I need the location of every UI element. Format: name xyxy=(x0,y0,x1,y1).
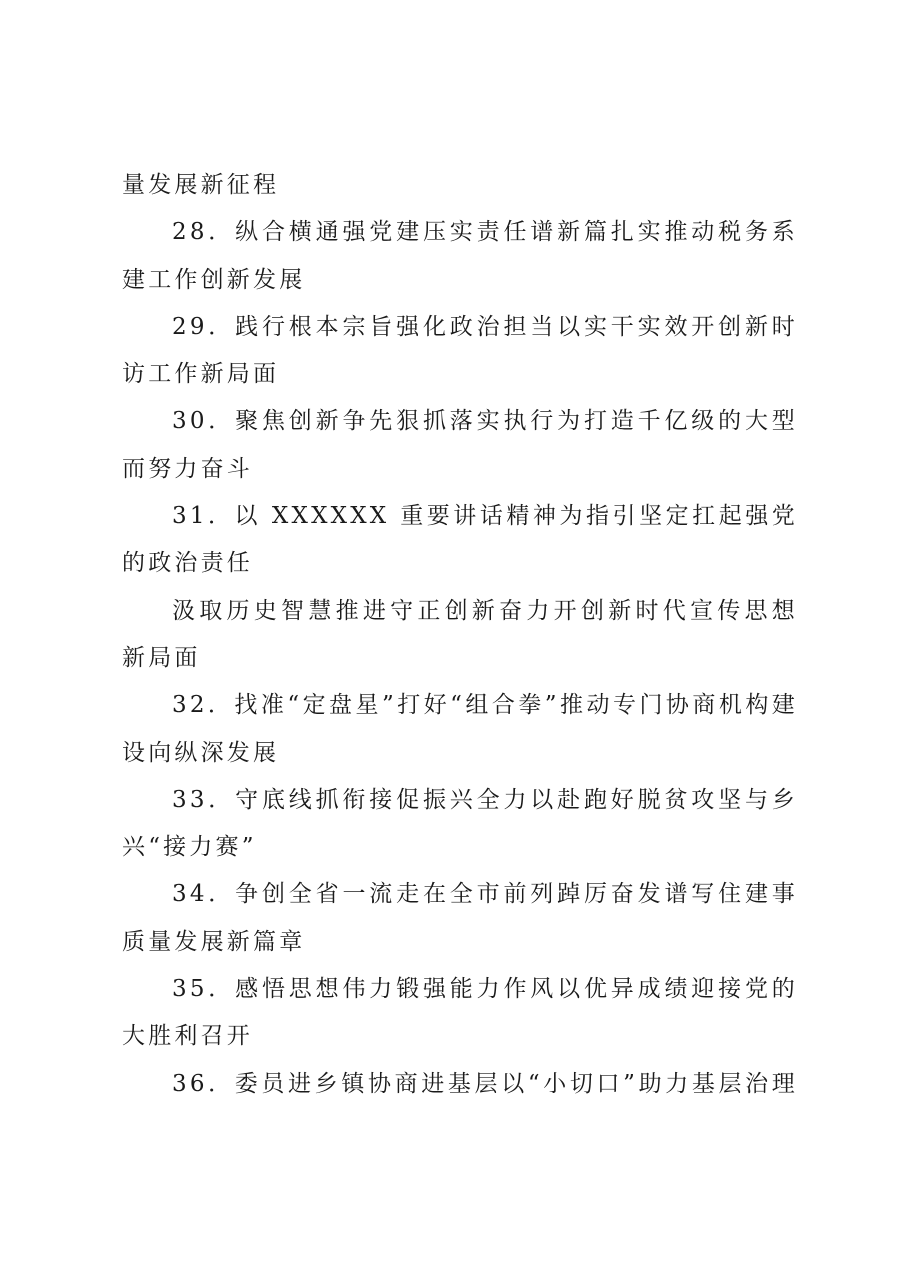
list-item-line: 31．以 XXXXXX 重要讲话精神为指引坚定扛起强党 xyxy=(172,503,798,530)
continuation-line: 质量发展新篇章 xyxy=(122,928,306,955)
list-item-line: 33．守底线抓衔接促振兴全力以赴跑好脱贫攻坚与乡 xyxy=(172,786,798,813)
list-item-line: 汲取历史智慧推进守正创新奋力开创新时代宣传思想 xyxy=(172,597,798,624)
document-body xyxy=(122,162,798,1108)
list-item-line: 34．争创全省一流走在全市前列踔厉奋发谱写住建事 xyxy=(172,881,798,908)
continuation-line: 量发展新征程 xyxy=(122,172,280,198)
list-item-line: 36．委员进乡镇协商进基层以“小切口”助力基层治理 xyxy=(172,1070,798,1097)
list-item-line: 35．感悟思想伟力锻强能力作风以优异成绩迎接党的 xyxy=(172,976,798,1003)
continuation-line: 访工作新局面 xyxy=(122,361,280,388)
continuation-line: 的政治责任 xyxy=(122,550,253,577)
continuation-line: 大胜利召开 xyxy=(122,1023,253,1050)
continuation-line: 兴“接力赛” xyxy=(122,834,257,861)
continuation-line: 而努力奋斗 xyxy=(122,455,253,482)
list-item-line: 28．纵合横通强党建压实责任谱新篇扎实推动税务系 xyxy=(172,219,798,246)
list-item-line: 32．找准“定盘星”打好“组合拳”推动专门协商机构建 xyxy=(172,692,798,719)
list-item-line: 30．聚焦创新争先狠抓落实执行为打造千亿级的大型 xyxy=(172,408,798,435)
continuation-line: 建工作创新发展 xyxy=(122,266,306,293)
continuation-line: 新局面 xyxy=(122,644,201,671)
continuation-line: 设向纵深发展 xyxy=(122,739,280,766)
list-item-line: 29．践行根本宗旨强化政治担当以实干实效开创新时 xyxy=(172,313,798,340)
